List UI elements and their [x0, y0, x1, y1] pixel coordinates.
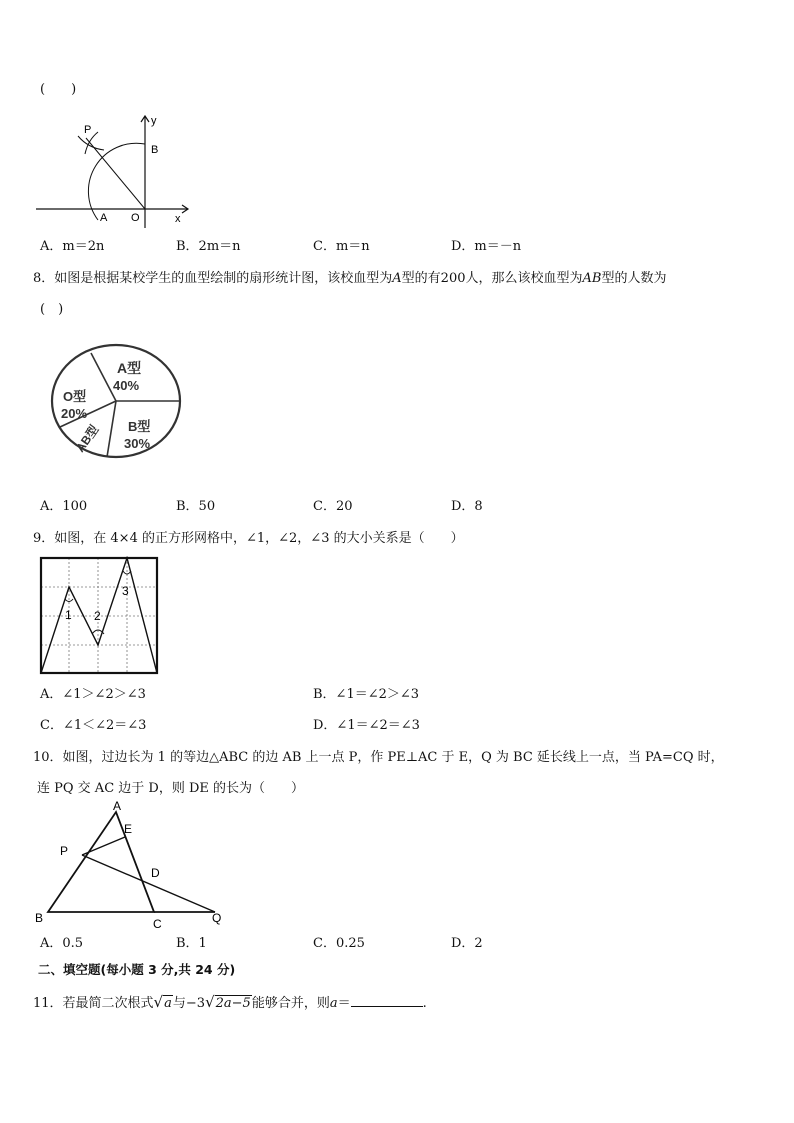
q11-radicand-2: 2a−5: [215, 996, 251, 1011]
section-title-fill-blank: 二、填空题(每小题 3 分,共 24 分): [38, 962, 236, 977]
q8-option-c: C．20: [313, 499, 353, 514]
radical-icon: √: [153, 993, 164, 1011]
q8-stem-suffix: 型的人数为: [601, 271, 667, 286]
label-p: P: [84, 124, 92, 136]
q11-mid: 与: [172, 996, 186, 1011]
q11-end: .: [422, 996, 427, 1011]
q11-answer-blank[interactable]: [351, 993, 423, 1007]
q8-stem-a: A: [392, 271, 402, 286]
q8-stem: [33, 271, 666, 287]
q7-figure: [30, 108, 200, 228]
line-op: [86, 138, 145, 209]
q8-pie-chart: [50, 343, 184, 461]
pie-o-pct: 20%: [61, 406, 88, 421]
q8-option-a: A．100: [40, 499, 88, 514]
q9-option-d: D．∠1＝∠2＝∠3: [313, 718, 420, 733]
q11-stem: [33, 993, 427, 1012]
q8-option-d: D．8: [451, 499, 483, 514]
label-o: O: [131, 212, 140, 224]
q11-prefix: 11．若最简二次根式: [33, 996, 154, 1011]
radical-icon: √: [205, 993, 215, 1011]
line-pq: [82, 855, 215, 912]
label-b: B: [35, 911, 44, 925]
label-d: D: [151, 866, 160, 880]
q7-option-b: B．2m＝n: [176, 239, 241, 254]
q7-paren: ( ): [40, 82, 77, 97]
q11-radicand-1: a: [164, 996, 172, 1011]
q9-grid-figure: [38, 556, 162, 676]
pie-a-pct: 40%: [113, 378, 140, 393]
q9-option-b: B．∠1＝∠2＞∠3: [313, 687, 420, 702]
label-b: B: [151, 144, 159, 156]
angle-label-3: 3: [122, 584, 129, 598]
label-q: Q: [212, 911, 222, 925]
q9-option-c: C．∠1＜∠2＝∠3: [40, 718, 147, 733]
line-pe: [82, 837, 125, 855]
pie-b-pct: 30%: [124, 436, 151, 451]
label-x: x: [175, 213, 181, 225]
q11-eq: ＝: [337, 996, 351, 1011]
q9-option-a: A．∠1＞∠2＞∠3: [40, 687, 146, 702]
q10-stem-line2: 连 PQ 交 AC 边于 D，则 DE 的长为（ ）: [37, 781, 305, 796]
q8-stem-ab: AB: [582, 271, 602, 286]
angle-label-2: 2: [94, 609, 101, 623]
q10-option-c: C．0.25: [313, 936, 365, 951]
q7-option-d: D．m＝－n: [451, 239, 522, 254]
label-a: A: [113, 799, 122, 813]
q8-option-b: B．50: [176, 499, 216, 514]
q10-option-b: B．1: [176, 936, 207, 951]
angle-label-1: 1: [65, 608, 72, 622]
pie-ab-label: AB型: [72, 422, 102, 455]
q10-option-a: A．0.5: [40, 936, 84, 951]
label-a: A: [100, 212, 108, 224]
q9-stem: 9．如图，在 4×4 的正方形网格中，∠1，∠2，∠3 的大小关系是（ ）: [33, 531, 464, 546]
q8-paren: ( ): [40, 302, 64, 317]
q8-stem-prefix: 8．如图是根据某校学生的血型绘制的扇形统计图，该校血型为: [33, 271, 393, 286]
pie-b-label: B型: [128, 419, 151, 434]
pie-a-label: A型: [117, 360, 142, 376]
label-e: E: [124, 822, 133, 836]
q7-option-c: C．m＝n: [313, 239, 370, 254]
q7-option-a: A．m＝2n: [40, 239, 105, 254]
label-p: P: [60, 844, 69, 858]
label-c: C: [153, 917, 162, 931]
arc-p1: [78, 136, 104, 150]
q8-stem-mid: 型的有200人，那么该校血型为: [401, 271, 583, 286]
triangle-abc: [48, 812, 154, 912]
label-y: y: [151, 115, 157, 127]
q10-triangle-figure: [30, 798, 230, 932]
q10-stem-line1: 10．如图，过边长为 1 的等边△ABC 的边 AB 上一点 P，作 PE⊥AC 于 E，Q 为 BC 延长线上一点，当 PA=CQ 时，: [33, 750, 724, 765]
pie-o-label: O型: [63, 389, 87, 404]
q11-coef: −3: [185, 996, 206, 1011]
q11-var: a: [329, 996, 338, 1011]
q10-option-d: D．2: [451, 936, 483, 951]
q11-suffix: 能够合并，则: [251, 996, 330, 1011]
